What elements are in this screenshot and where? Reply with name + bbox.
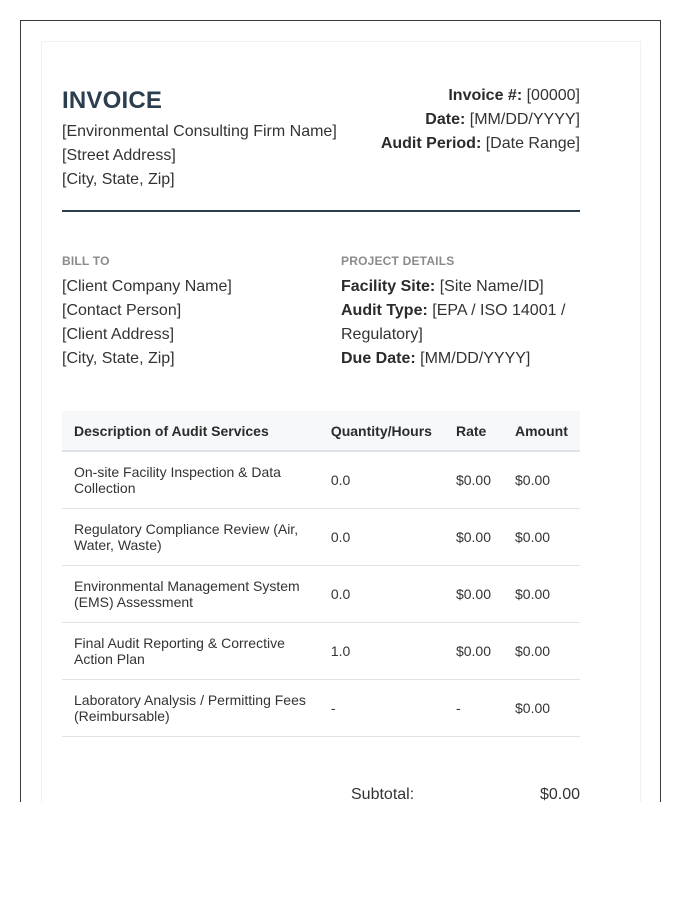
due-date-value: [MM/DD/YYYY] <box>420 350 531 367</box>
row-rate: $0.00 <box>444 451 503 508</box>
row-quantity: 1.0 <box>319 622 444 679</box>
invoice-number-label: Invoice #: <box>448 87 523 104</box>
invoice-meta <box>381 84 580 156</box>
services-table <box>62 411 580 737</box>
row-quantity: 0.0 <box>319 451 444 508</box>
due-date-line <box>341 347 591 371</box>
row-rate: - <box>444 679 503 736</box>
firm-city: [City, State, Zip] <box>62 171 175 188</box>
row-amount: $0.00 <box>503 622 580 679</box>
row-description: Final Audit Reporting & Corrective Action Plan <box>62 622 319 679</box>
invoice-document-frame <box>20 20 661 802</box>
row-rate: $0.00 <box>444 622 503 679</box>
firm-name: [Environmental Consulting Firm Name] <box>62 123 337 140</box>
table-row <box>62 622 580 679</box>
firm-street: [Street Address] <box>62 147 176 164</box>
audit-period-line <box>381 132 580 156</box>
bill-to-section <box>62 253 332 371</box>
row-quantity: - <box>319 679 444 736</box>
table-row <box>62 565 580 622</box>
row-description: Environmental Management System (EMS) Assessment <box>62 565 319 622</box>
row-amount: $0.00 <box>503 679 580 736</box>
row-quantity: 0.0 <box>319 565 444 622</box>
invoice-number-value: [00000] <box>526 87 580 104</box>
header-rate: Rate <box>444 411 503 451</box>
invoice-title: INVOICE <box>62 87 163 114</box>
subtotal-value: $0.00 <box>539 786 580 802</box>
client-company: [Client Company Name] <box>62 278 232 295</box>
project-details-label: PROJECT DETAILS <box>341 254 455 268</box>
header-description: Description of Audit Services <box>62 411 319 451</box>
table-row <box>62 451 580 508</box>
client-city: [City, State, Zip] <box>62 350 175 367</box>
invoice-number-line <box>381 84 580 108</box>
row-description: Laboratory Analysis / Permitting Fees (Reimbursable) <box>62 679 319 736</box>
row-amount: $0.00 <box>503 508 580 565</box>
invoice-date-label: Date: <box>425 111 466 128</box>
table-row <box>62 679 580 736</box>
header-amount: Amount <box>503 411 580 451</box>
subtotal-label: Subtotal: <box>351 786 415 802</box>
bill-to-label: BILL TO <box>62 254 110 268</box>
table-row <box>62 508 580 565</box>
audit-type-label: Audit Type: <box>341 302 428 319</box>
row-amount: $0.00 <box>503 451 580 508</box>
client-contact: [Contact Person] <box>62 302 182 319</box>
row-rate: $0.00 <box>444 508 503 565</box>
audit-period-label: Audit Period: <box>380 135 482 152</box>
row-quantity: 0.0 <box>319 508 444 565</box>
project-details-section <box>341 253 591 371</box>
invoice-date-line <box>381 108 580 132</box>
row-amount: $0.00 <box>503 565 580 622</box>
audit-type-line <box>341 299 591 347</box>
table-header-row <box>62 411 580 451</box>
audit-type-value: [EPA / ISO 14001 / Regulatory] <box>341 302 566 343</box>
header-quantity: Quantity/Hours <box>319 411 444 451</box>
facility-site-label: Facility Site: <box>341 278 436 295</box>
facility-site-line <box>341 275 591 299</box>
due-date-label: Due Date: <box>341 350 416 367</box>
facility-site-value: [Site Name/ID] <box>439 278 544 295</box>
invoice-header <box>62 87 580 211</box>
row-description: Regulatory Compliance Review (Air, Water, Waste) <box>62 508 319 565</box>
header-divider <box>62 210 580 212</box>
firm-address-block <box>62 120 337 192</box>
audit-period-value: [Date Range] <box>485 135 580 152</box>
invoice-date-value: [MM/DD/YYYY] <box>469 111 580 128</box>
row-rate: $0.00 <box>444 565 503 622</box>
row-description: On-site Facility Inspection & Data Collection <box>62 451 319 508</box>
client-address: [Client Address] <box>62 326 175 343</box>
